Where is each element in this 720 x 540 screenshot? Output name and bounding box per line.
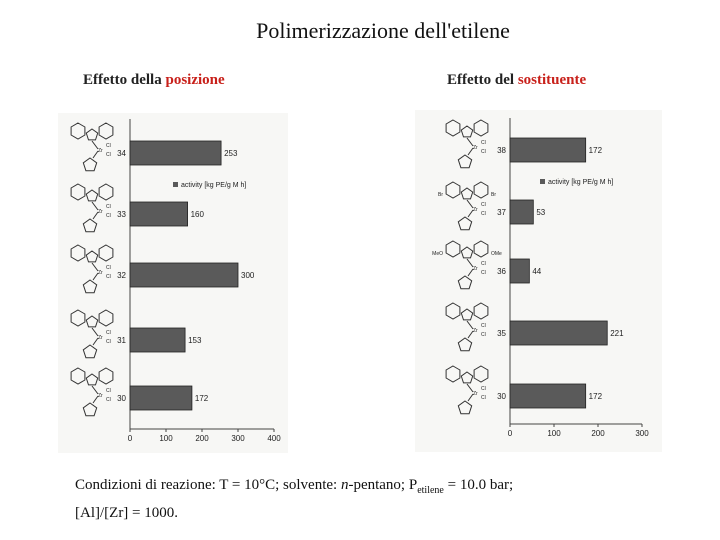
position-chart xyxy=(58,113,288,453)
bar xyxy=(510,138,586,162)
ring-right xyxy=(99,310,113,326)
zr-label: Zr xyxy=(473,328,478,334)
zirconocene-structure xyxy=(71,245,113,293)
conditions-text-1: Condizioni di reazione: T = 10°C; solvente: xyxy=(75,477,341,493)
conditions-text-3: = 10.0 bar; xyxy=(443,477,514,493)
legend-label: activity [kg PE/g M h] xyxy=(181,182,247,189)
conditions-subscript: etilene xyxy=(417,485,444,496)
ring-right xyxy=(474,366,488,382)
ring-left xyxy=(71,368,85,384)
cl-label-2: Cl xyxy=(481,149,486,155)
ring-right xyxy=(474,182,488,198)
ring-right xyxy=(474,120,488,136)
ring-right xyxy=(99,184,113,200)
cp-ring xyxy=(458,155,471,168)
legend xyxy=(173,182,246,189)
cp-ring xyxy=(83,403,96,416)
category-label: 33 xyxy=(117,210,126,219)
cp-ring xyxy=(458,217,471,230)
zr-label: Zr xyxy=(98,148,103,154)
zirconocene-structure xyxy=(71,123,113,171)
cl-label-1: Cl xyxy=(106,265,111,271)
ring-right xyxy=(474,303,488,319)
substituent-right: OMe xyxy=(491,251,502,257)
cl-label-2: Cl xyxy=(106,213,111,219)
ring-center xyxy=(86,316,97,327)
ring-center xyxy=(86,129,97,140)
cl-label-1: Cl xyxy=(481,323,486,329)
data-label: 172 xyxy=(588,146,603,155)
cp-ring xyxy=(83,158,96,171)
ring-right xyxy=(99,123,113,139)
ring-left xyxy=(71,310,85,326)
data-label: 153 xyxy=(188,336,202,345)
bar xyxy=(130,328,185,352)
ring-center xyxy=(461,309,472,320)
x-tick-label: 100 xyxy=(547,429,561,438)
data-label: 172 xyxy=(194,394,209,403)
subtitle-position-highlight: posizione xyxy=(165,72,225,88)
cl-label-1: Cl xyxy=(106,143,111,149)
data-label: 44 xyxy=(532,267,542,276)
ring-left xyxy=(71,184,85,200)
category-label: 37 xyxy=(497,208,506,217)
subtitle-position-prefix: Effetto della xyxy=(83,72,166,88)
cl-label-2: Cl xyxy=(481,332,486,338)
ring-left xyxy=(446,120,460,136)
cl-label-1: Cl xyxy=(106,388,111,394)
x-tick-label: 0 xyxy=(127,434,133,443)
category-label: 36 xyxy=(497,267,506,276)
data-label: 53 xyxy=(536,208,546,217)
chart-panel-position xyxy=(58,113,288,453)
conditions-italic-n: n xyxy=(340,477,349,493)
page-title: Polimerizzazione dell'etilene xyxy=(256,18,510,43)
substituent-left: MeO xyxy=(432,251,443,257)
cl-label-2: Cl xyxy=(106,152,111,158)
subtitle-position xyxy=(83,72,225,89)
zirconocene-structure xyxy=(446,366,488,414)
x-tick-label: 300 xyxy=(231,434,245,443)
zr-label: Zr xyxy=(98,270,103,276)
zr-label: Zr xyxy=(473,207,478,213)
zr-label: Zr xyxy=(473,391,478,397)
x-tick-label: 100 xyxy=(159,434,173,443)
x-tick-label: 200 xyxy=(195,434,209,443)
ring-left xyxy=(446,303,460,319)
ring-center xyxy=(86,190,97,201)
cp-ring xyxy=(83,219,96,232)
cl-label-2: Cl xyxy=(106,397,111,403)
bar xyxy=(510,259,529,283)
zirconocene-structure xyxy=(71,310,113,358)
cl-label-1: Cl xyxy=(481,140,486,146)
category-label: 30 xyxy=(117,394,126,403)
x-tick-label: 200 xyxy=(591,429,605,438)
cl-label-2: Cl xyxy=(106,339,111,345)
zr-label: Zr xyxy=(98,393,103,399)
cp-ring xyxy=(83,280,96,293)
bar xyxy=(510,321,607,345)
data-label: 172 xyxy=(588,392,603,401)
reaction-conditions xyxy=(75,474,675,524)
ring-left xyxy=(446,182,460,198)
ring-center xyxy=(461,126,472,137)
bar xyxy=(510,200,533,224)
category-label: 34 xyxy=(117,149,126,158)
cl-label-2: Cl xyxy=(106,274,111,280)
ring-left xyxy=(71,245,85,261)
conditions-text-2: -pentano; P xyxy=(348,477,418,493)
bar xyxy=(130,141,221,165)
cl-label-2: Cl xyxy=(481,270,486,276)
cl-label-1: Cl xyxy=(106,204,111,210)
bar xyxy=(130,386,192,410)
cl-label-2: Cl xyxy=(481,211,486,217)
ring-center xyxy=(86,374,97,385)
substituent-chart xyxy=(415,110,662,452)
x-tick-label: 0 xyxy=(507,429,513,438)
cl-label-1: Cl xyxy=(106,330,111,336)
ring-center xyxy=(461,372,472,383)
data-label: 253 xyxy=(224,149,238,158)
cp-ring xyxy=(458,401,471,414)
subtitle-substituent xyxy=(447,72,586,89)
category-label: 31 xyxy=(117,336,126,345)
ring-center xyxy=(461,188,472,199)
data-label: 160 xyxy=(190,210,204,219)
chart-panel-substituent xyxy=(415,110,662,452)
ring-center xyxy=(86,251,97,262)
category-label: 38 xyxy=(497,146,506,155)
zr-label: Zr xyxy=(98,209,103,215)
ring-right xyxy=(99,245,113,261)
legend-swatch xyxy=(173,182,178,187)
cp-ring xyxy=(458,338,471,351)
zr-label: Zr xyxy=(473,145,478,151)
cl-label-2: Cl xyxy=(481,395,486,401)
ring-right xyxy=(99,368,113,384)
bar xyxy=(130,202,188,226)
bar xyxy=(130,263,238,287)
cl-label-1: Cl xyxy=(481,261,486,267)
cl-label-1: Cl xyxy=(481,386,486,392)
data-label: 300 xyxy=(241,271,255,280)
zirconocene-structure xyxy=(432,241,502,289)
ring-center xyxy=(461,247,472,258)
cp-ring xyxy=(83,345,96,358)
zirconocene-structure xyxy=(438,182,496,230)
ring-left xyxy=(446,366,460,382)
cp-ring xyxy=(458,276,471,289)
legend xyxy=(540,179,613,186)
zirconocene-structure xyxy=(446,303,488,351)
ring-left xyxy=(71,123,85,139)
category-label: 32 xyxy=(117,271,126,280)
conditions-line-2: [Al]/[Zr] = 1000. xyxy=(75,505,179,521)
substituent-left: Br xyxy=(438,192,443,198)
zr-label: Zr xyxy=(98,335,103,341)
legend-label: activity [kg PE/g M h] xyxy=(548,179,614,186)
subtitle-substituent-highlight: sostituente xyxy=(517,72,587,88)
ring-right xyxy=(474,241,488,257)
category-label: 30 xyxy=(497,392,506,401)
x-tick-label: 400 xyxy=(267,434,281,443)
zr-label: Zr xyxy=(473,266,478,272)
data-label: 221 xyxy=(610,329,624,338)
zirconocene-structure xyxy=(71,184,113,232)
cl-label-1: Cl xyxy=(481,202,486,208)
ring-left xyxy=(446,241,460,257)
substituent-right: Br xyxy=(491,192,496,198)
subtitle-substituent-prefix: Effetto del xyxy=(447,72,518,88)
category-label: 35 xyxy=(497,329,506,338)
bar xyxy=(510,384,586,408)
legend-swatch xyxy=(540,179,545,184)
x-tick-label: 300 xyxy=(635,429,649,438)
zirconocene-structure xyxy=(71,368,113,416)
zirconocene-structure xyxy=(446,120,488,168)
